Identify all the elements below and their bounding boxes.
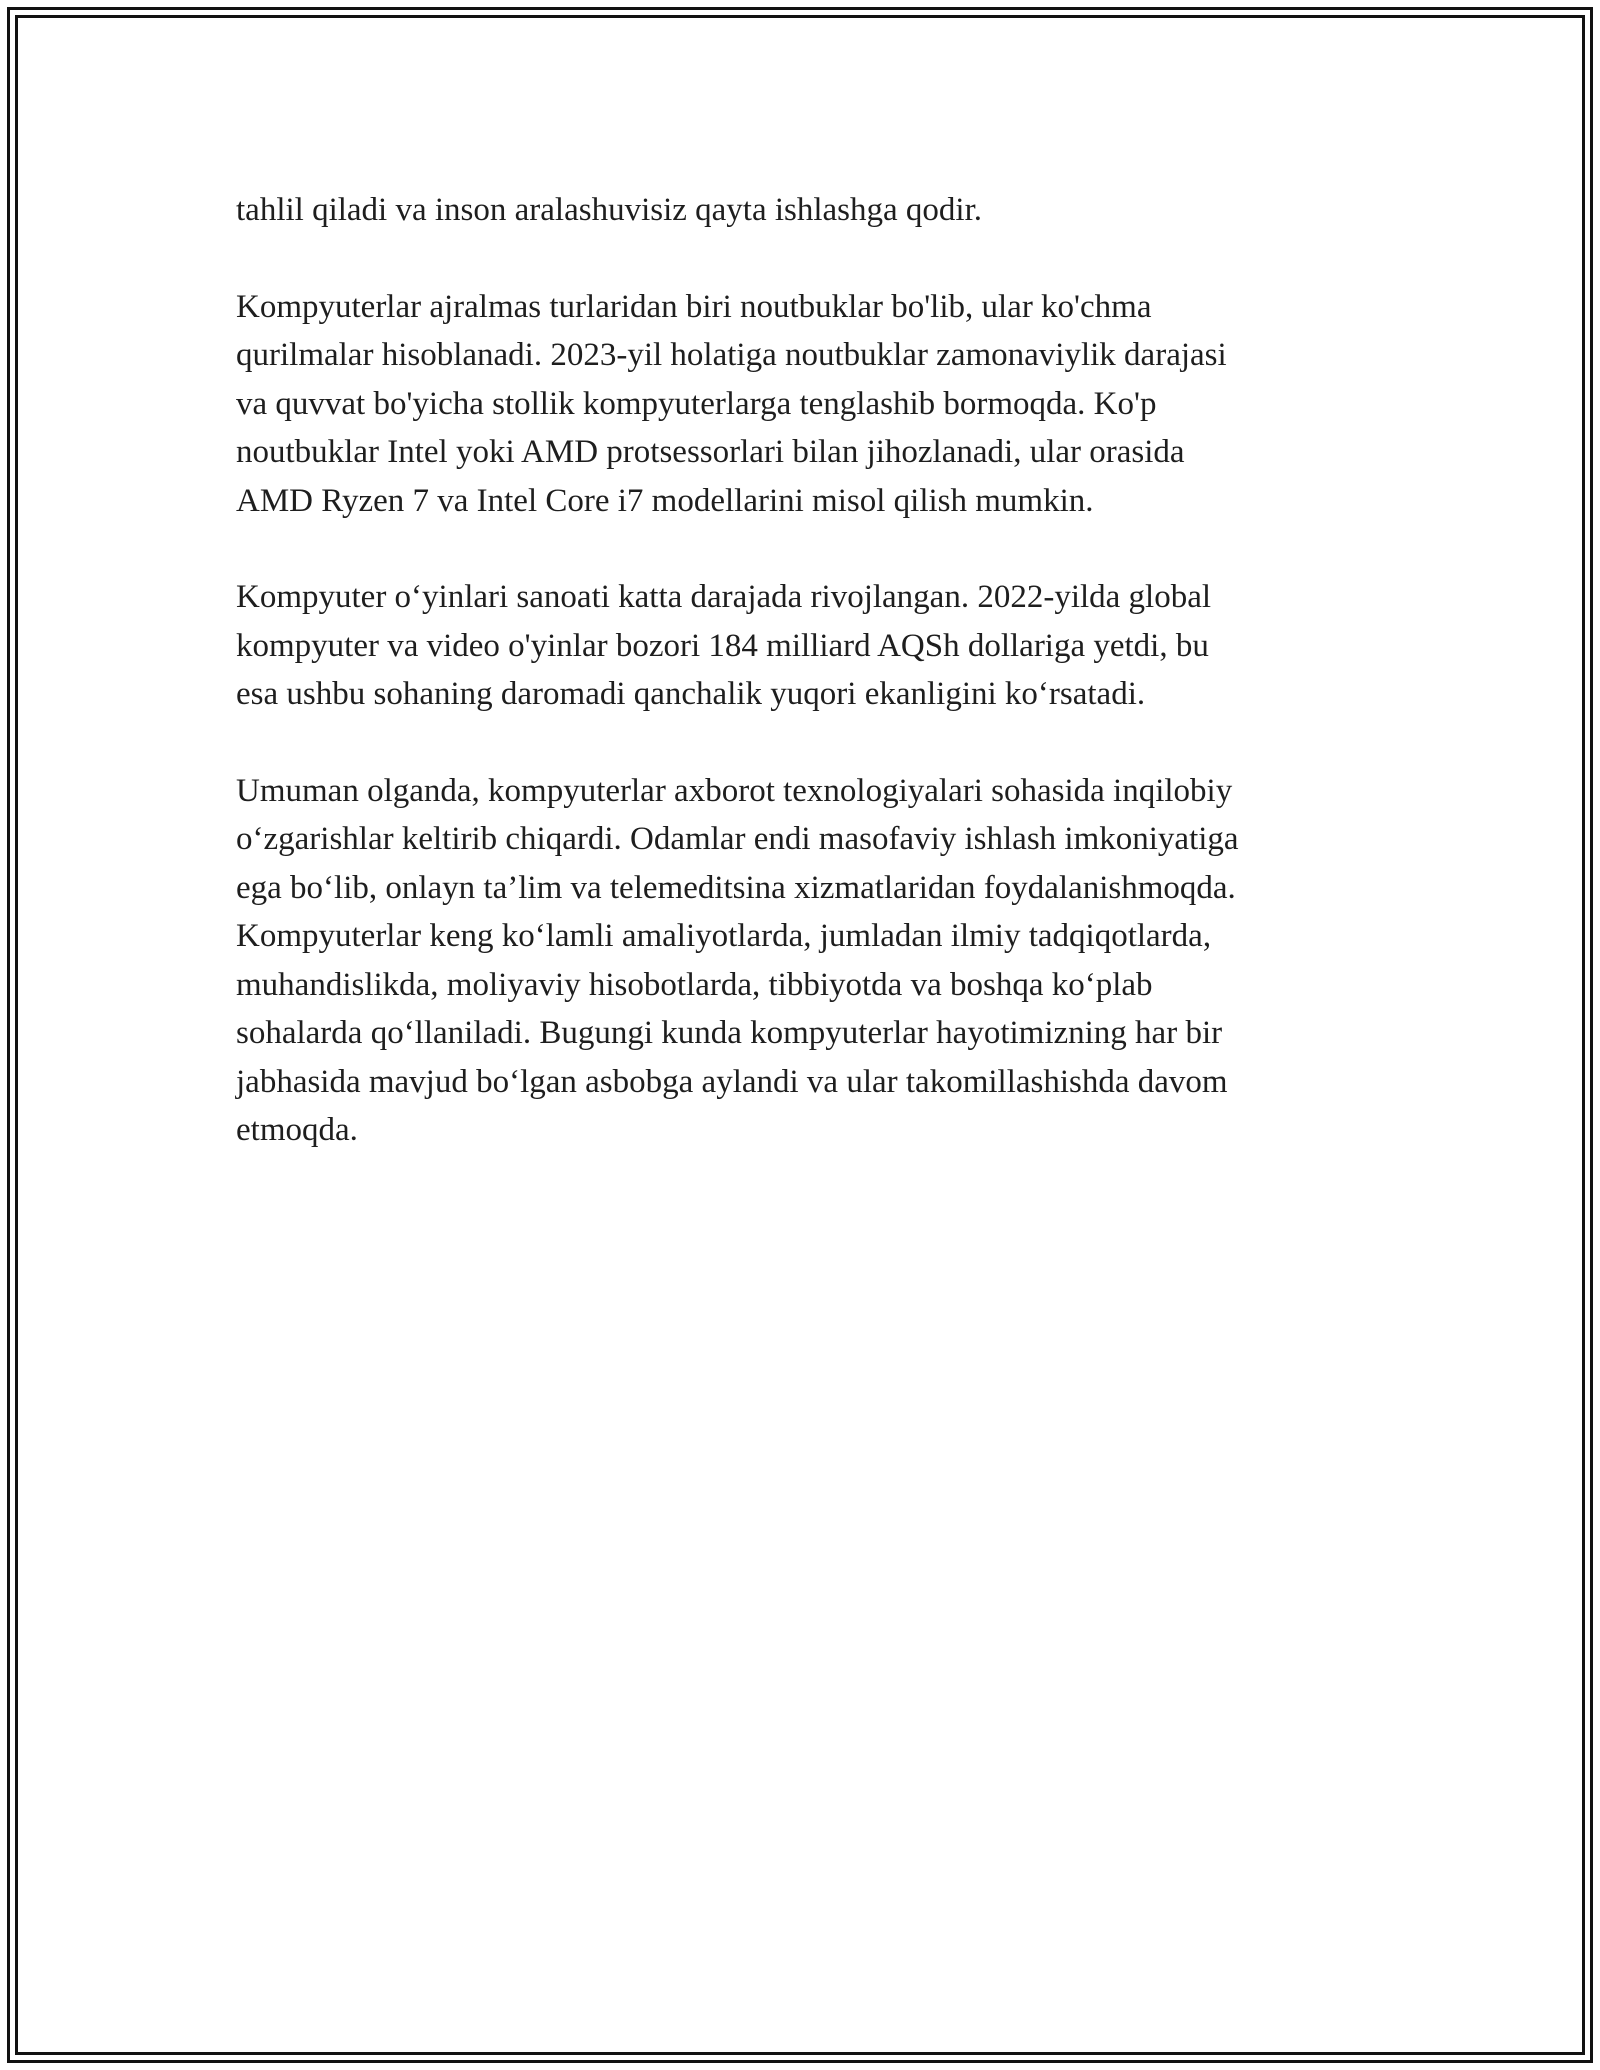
- paragraph-continuation: tahlil qiladi va inson aralashuvisiz qayta ishlashga qodir.: [236, 192, 983, 228]
- page-body: [236, 186, 1376, 1203]
- paragraph-laptops: Kompyuterlar ajralmas turlaridan biri noutbuklar bo'lib, ular ko'chma qurilmalar hisoblanadi. 2023-yil holatiga noutbuklar zamonaviylik darajasi va quvvat bo'yicha stollik kompyuterlarga tenglashib bormoqda. Ko'p noutbuklar Intel yoki AMD protsessorlari bilan jihozlanadi, ular orasida AMD Ryzen 7 va Intel Core i7 modellarini misol qilish mumkin.: [236, 288, 1227, 519]
- paragraph-conclusion: Umuman olganda, kompyuterlar axborot texnologiyalari sohasida inqilobiy o‘zgarishlar keltirib chiqardi. Odamlar endi masofaviy ishlash imkoniyatiga ega bo‘lib, onlayn ta’lim va telemeditsina xizmatlaridan foydalanishmoqda. Kompyuterlar keng ko‘lamli amaliyotlarda, jumladan ilmiy tadqiqotlarda, muhandislikda, moliyaviy hisobotlarda, tibbiyotda va boshqa ko‘plab sohalarda qo‘llaniladi. Bugungi kunda kompyuterlar hayotimizning har bir jabhasida mavjud bo‘lgan asbobga aylandi va ular takomillashishda davom etmoqda.: [236, 772, 1239, 1148]
- paragraph-gaming-industry: Kompyuter o‘yinlari sanoati katta darajada rivojlangan. 2022-yilda global kompyuter va video o'yinlar bozori 184 milliard AQSh dollariga yetdi, bu esa ushbu sohaning daromadi qanchalik yuqori ekanligini ko‘rsatadi.: [236, 579, 1212, 712]
